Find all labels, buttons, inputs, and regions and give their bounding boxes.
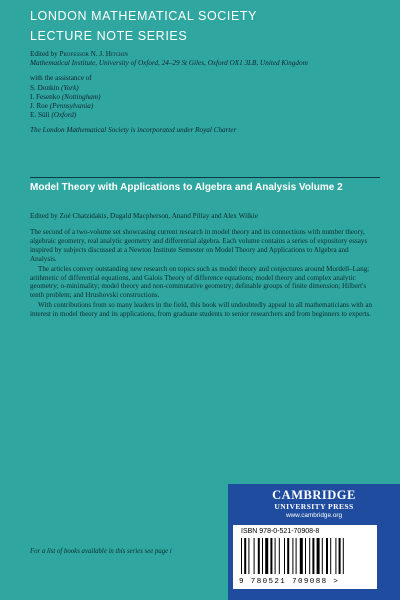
barcode-bar bbox=[265, 538, 268, 574]
series-heading bbox=[30, 6, 257, 46]
barcode-bar bbox=[248, 538, 249, 574]
barcode-bar bbox=[312, 538, 314, 574]
barcode-bar bbox=[254, 538, 255, 574]
description-paragraph: The articles convey outstanding new research on topics such as model theory and conjectures around Mordell–Lang; arithmetic of differential equations, and Galois Theory of difference equations; model theory and complex analytic geometry; o-minimality; model theory and non-commutative geometry; definable groups of finite dimension; Hilbert's tenth problem; and Hrushovski constructions. bbox=[30, 264, 370, 300]
barcode-bars bbox=[241, 538, 369, 574]
assistant-name: E. Süli bbox=[30, 111, 50, 120]
barcode-bar bbox=[270, 538, 272, 574]
series-title-line1: LONDON MATHEMATICAL SOCIETY bbox=[30, 9, 258, 23]
editor-prefix: Edited by bbox=[30, 50, 58, 58]
general-editor bbox=[30, 50, 380, 59]
barcode-bar bbox=[326, 538, 328, 574]
barcode-bar bbox=[330, 538, 331, 574]
assistant-place: (Pennsylvania) bbox=[49, 102, 94, 111]
barcode-bar bbox=[287, 538, 289, 574]
description-paragraph: With contributions from so many leaders in the field, this book will undoubtedly appeal to all mathematicians with an interest in model theory and its applications, from graduate students to senior researchers and from beginners to experts. bbox=[30, 301, 373, 319]
barcode-bar bbox=[343, 538, 344, 574]
assistant bbox=[30, 102, 380, 111]
assistant-name: S. Donkin bbox=[30, 83, 60, 92]
editor-block bbox=[30, 50, 380, 136]
royal-charter-note: The London Mathematical Society is incorporated under Royal Charter bbox=[30, 126, 237, 135]
book-title: Model Theory with Applications to Algebra and Analysis Volume 2 bbox=[30, 182, 343, 193]
book-editors: Edited by Zoé Chatzidakis, Dugald Macpherson, Anand Pillay and Alex Wilkie bbox=[30, 212, 258, 220]
barcode-bar bbox=[262, 538, 263, 574]
assist-label: with the assistance of bbox=[30, 74, 92, 83]
editor-name: Professor N. J. Hitchin bbox=[59, 50, 128, 58]
barcode-bar bbox=[284, 538, 285, 574]
assistant-place: (Nottingham) bbox=[61, 92, 101, 101]
barcode-bar bbox=[292, 538, 293, 574]
barcode-bar bbox=[322, 538, 323, 574]
barcode-bar bbox=[244, 538, 246, 574]
divider bbox=[30, 177, 380, 178]
assistant bbox=[30, 93, 380, 102]
publisher-name: CAMBRIDGE bbox=[272, 488, 356, 502]
barcode-bar bbox=[317, 538, 320, 574]
barcode-digits: 9 780521 709088 > bbox=[239, 578, 340, 586]
assistant-name: J. Roe bbox=[30, 102, 48, 111]
publisher-url: www.cambridge.org bbox=[285, 512, 343, 519]
barcode-bar bbox=[309, 538, 310, 574]
barcode-bar bbox=[339, 538, 341, 574]
barcode-bar bbox=[258, 538, 260, 574]
assistant-place: (Oxford) bbox=[51, 111, 77, 120]
assistant-name: I. Fesenko bbox=[30, 92, 60, 101]
barcode bbox=[233, 525, 377, 589]
barcode-bar bbox=[275, 538, 276, 574]
assistant bbox=[30, 84, 380, 93]
barcode-bar bbox=[300, 538, 303, 574]
series-title-line2: LECTURE NOTE SERIES bbox=[30, 29, 188, 43]
barcode-bar bbox=[296, 538, 297, 574]
editor-affiliation: Mathematical Institute, University of Oxford, 24–29 St Giles, Oxford OX1 3LB, United Kingdom bbox=[30, 59, 308, 68]
barcode-bar bbox=[305, 538, 306, 574]
assistant bbox=[30, 111, 380, 120]
publisher-press: UNIVERSITY PRESS bbox=[274, 502, 354, 511]
assistant-place: (York) bbox=[60, 83, 79, 92]
barcode-bar bbox=[279, 538, 280, 574]
isbn-label: ISBN 978-0-521-70908-8 bbox=[241, 528, 320, 535]
barcode-bar bbox=[335, 538, 336, 574]
description bbox=[30, 228, 376, 320]
barcode-bar bbox=[241, 538, 242, 574]
series-list-note: For a list of books available in this series see page i bbox=[30, 548, 172, 555]
description-paragraph: The second of a two-volume set showcasing current research in model theory and its connections with number theory, algebraic geometry, real analytic geometry and differential algebra. Each volume contains a series of expository essays inspired by subjects discussed at a Newton Institute Semester on Model Theory and Applications to Algebra and Analysis. bbox=[30, 228, 368, 263]
